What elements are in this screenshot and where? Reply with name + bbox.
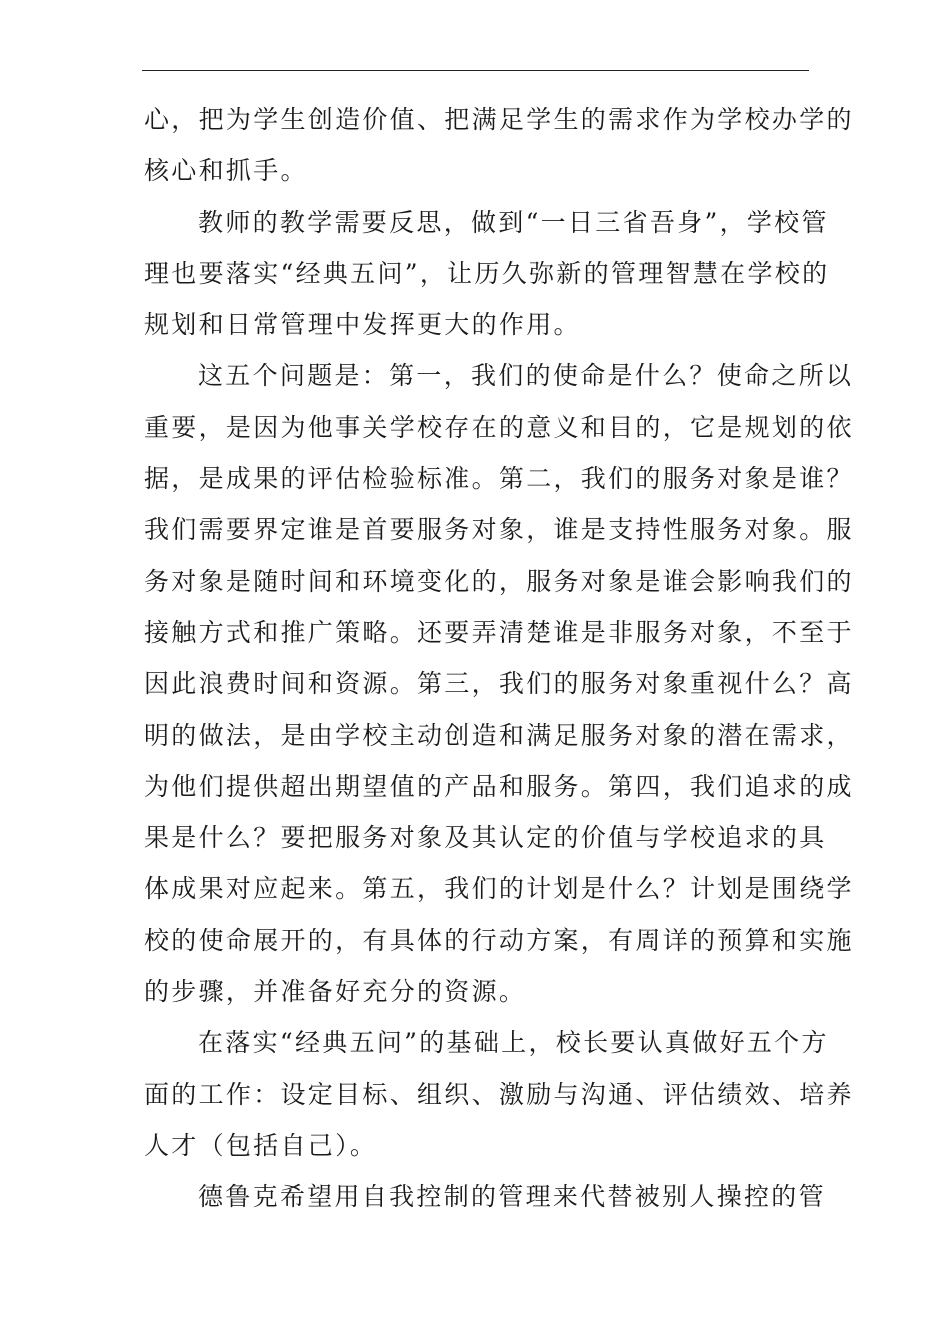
text-line: 理也要落实“经典五问”，让历久弥新的管理智慧在学校的 [144,258,830,288]
document-body [144,94,854,1223]
text-line: 接触方式和推广策略。还要弄清楚谁是非服务对象，不至于 [144,617,854,647]
text-line: 人才（包括自己）。 [144,1130,378,1160]
text-line: 我们需要界定谁是首要服务对象，谁是支持性服务对象。服 [144,515,854,545]
text-line: 心，把为学生创造价值、把满足学生的需求作为学校办学的 [144,105,854,134]
text-line: 校的使命展开的，有具体的行动方案，有周详的预算和实施 [144,925,854,955]
text-line: 果是什么？要把服务对象及其认定的价值与学校追求的具 [144,823,827,853]
text-line: 务对象是随时间和环境变化的，服务对象是谁会影响我们的 [144,566,854,596]
text-line: 的步骤，并准备好充分的资源。 [144,977,527,1007]
text-line: 体成果对应起来。第五，我们的计划是什么？计划是围绕学 [144,874,854,904]
paragraph-first-line: 德鲁克希望用自我控制的管理来代替被别人操控的管 [198,1182,826,1212]
paragraph-first-line: 这五个问题是：第一，我们的使命是什么？使命之所以 [198,361,854,391]
text-line: 明的做法，是由学校主动创造和满足服务对象的潜在需求， [144,720,854,750]
text-line: 规划和日常管理中发挥更大的作用。 [144,310,581,340]
text-line: 面的工作：设定目标、组织、激励与沟通、评估绩效、培养 [144,1079,854,1109]
text-line: 核心和抓手。 [144,156,308,186]
text-line: 重要，是因为他事关学校存在的意义和目的，它是规划的依 [144,412,854,442]
paragraph-first-line: 在落实“经典五问”的基础上，校长要认真做好五个方 [198,1028,829,1058]
paragraph-first-line: 教师的教学需要反思，做到“一日三省吾身”，学校管 [198,207,829,237]
text-line: 为他们提供超出期望值的产品和服务。第四，我们追求的成 [144,771,854,801]
text-line: 据，是成果的评估检验标准。第二，我们的服务对象是谁？ [144,464,854,494]
header-rule [142,70,809,71]
text-line: 因此浪费时间和资源。第三，我们的服务对象重视什么？高 [144,669,854,699]
